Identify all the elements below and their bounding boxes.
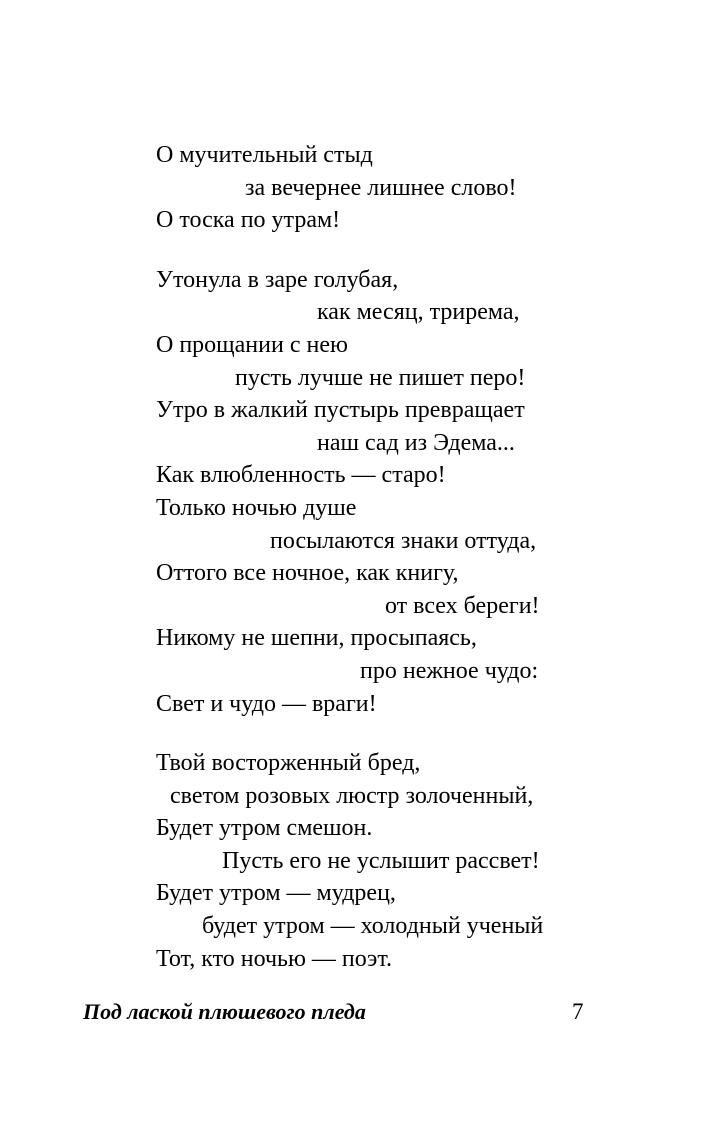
poem-line: Утонула в заре голубая, bbox=[156, 266, 399, 293]
poem-line: светом розовых люстр золоченный, bbox=[170, 782, 534, 809]
poem-body bbox=[156, 139, 626, 975]
poem-line: наш сад из Эдема... bbox=[317, 429, 515, 456]
poem-line: пусть лучше не пишет перо! bbox=[235, 364, 526, 391]
poem-line: Будет утром смешон. bbox=[156, 815, 373, 842]
poem-line: Как влюбленность — старо! bbox=[156, 462, 446, 489]
poem-line: будет утром — холодный ученый bbox=[202, 913, 544, 940]
poem-line: за вечернее лишнее слово! bbox=[245, 174, 517, 201]
poem-line: Утро в жалкий пустырь превращает bbox=[156, 397, 525, 424]
poem-line: Никому не шепни, просыпаясь, bbox=[156, 625, 477, 652]
page-footer bbox=[0, 999, 709, 1029]
poem-line: Тот, кто ночью — поэт. bbox=[156, 945, 393, 972]
poem-line: Будет утром — мудрец, bbox=[156, 880, 396, 907]
poem-line: про нежное чудо: bbox=[360, 657, 539, 684]
stanza bbox=[156, 139, 626, 237]
poem-line: посылаются знаки оттуда, bbox=[270, 527, 537, 554]
poem-line: Только ночью душе bbox=[156, 494, 357, 521]
poem-line: О мучительный стыд bbox=[156, 142, 373, 168]
poem-line: О прощании с нею bbox=[156, 331, 348, 358]
poem-line: О тоска по утрам! bbox=[156, 207, 341, 234]
stanza bbox=[156, 747, 626, 975]
poem-line: от всех береги! bbox=[385, 592, 540, 619]
running-title: Под лаской плюшевого пледа bbox=[83, 999, 366, 1024]
poem-line: как месяц, трирема, bbox=[317, 299, 520, 326]
stanza bbox=[156, 264, 626, 720]
poem-line: Пусть его не услышит рассвет! bbox=[222, 847, 540, 874]
poem-line: Свет и чудо — враги! bbox=[156, 690, 377, 717]
page-number: 7 bbox=[572, 999, 584, 1024]
poem-line: Оттого все ночное, как книгу, bbox=[156, 560, 459, 587]
poem-line: Твой восторженный бред, bbox=[156, 750, 421, 777]
